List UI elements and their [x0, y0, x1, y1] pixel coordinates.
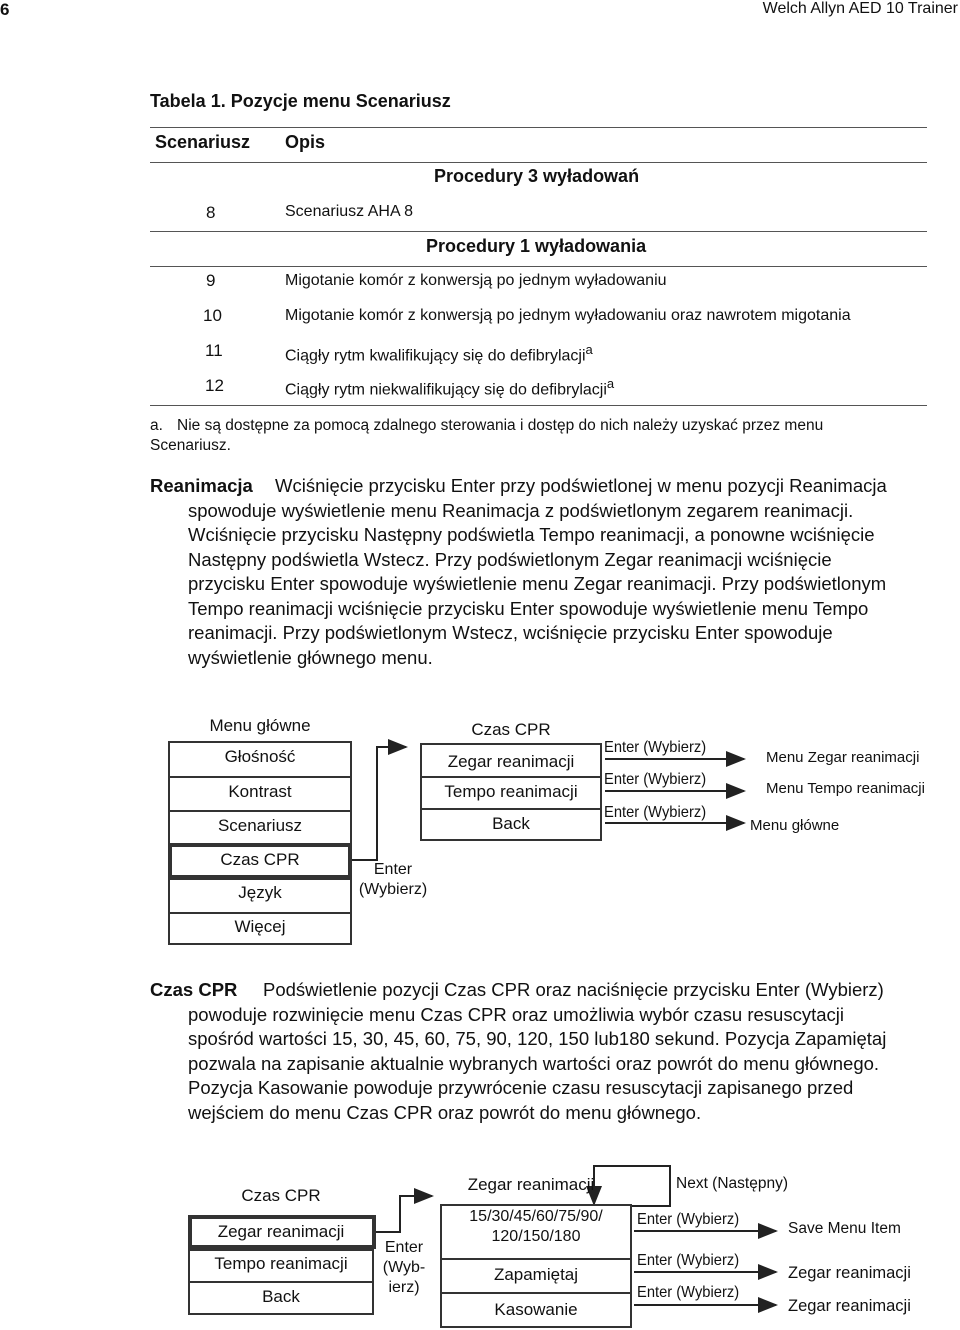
- running-title: Welch Allyn AED 10 Trainer: [762, 0, 958, 17]
- enter-label-select-part2: ierz): [388, 1279, 420, 1296]
- paragraph-line: pozwala na zapisanie aktualnie wybranych wartości oraz powrót do menu głównego.: [188, 1052, 880, 1074]
- row-10-number: 10: [203, 306, 222, 325]
- paragraph-line: wyświetlenie głównego menu.: [188, 646, 433, 668]
- timer-values-line2[interactable]: 120/150/180: [491, 1228, 581, 1245]
- timer-item-cancel[interactable]: Kasowanie: [494, 1300, 578, 1319]
- cpr-menu-item-timer[interactable]: Zegar reanimacji: [447, 752, 575, 771]
- cpr-menu-item-back[interactable]: Back: [492, 814, 530, 833]
- main-menu-item-contrast[interactable]: Kontrast: [228, 782, 292, 801]
- arrow-label: Enter (Wybierz): [604, 739, 707, 756]
- enter-label: Enter: [384, 1239, 424, 1256]
- main-menu-item-cpr-time[interactable]: Czas CPR: [220, 850, 300, 869]
- row-11-number: 11: [205, 341, 223, 360]
- footnote-marker: a: [585, 342, 593, 357]
- row-11-description: Ciągły rytm kwalifikujący się do defibrylacji$^a$: [285, 342, 593, 365]
- main-menu-item-more[interactable]: Więcej: [234, 917, 286, 936]
- next-label: Next (Następny): [676, 1175, 788, 1192]
- main-menu-item-volume[interactable]: Głośność: [224, 747, 296, 766]
- enter-label-select-part1: (Wyb-: [382, 1259, 426, 1276]
- arrow-label: Enter (Wybierz): [604, 804, 707, 821]
- paragraph-line: przycisku Enter spowoduje wyświetlenie menu Zegar reanimacji. Przy podświetlonym: [188, 573, 887, 594]
- target-timer-menu: Menu Zegar reanimacji: [766, 749, 920, 766]
- footnote-label: a.: [150, 417, 163, 434]
- row-9-number: 9: [206, 271, 216, 290]
- czas-cpr-term: Czas CPR: [150, 979, 238, 1000]
- arrow-label: Enter (Wybierz): [637, 1284, 740, 1301]
- target-timer: Zegar reanimacji: [788, 1264, 911, 1282]
- enter-label: Enter: [373, 861, 413, 878]
- timer-values-line1[interactable]: 15/30/45/60/75/90/: [469, 1208, 603, 1225]
- footnote-marker: a: [606, 376, 615, 391]
- footnote-text-continued: Scenariusz.: [150, 437, 231, 454]
- row-8-number: 8: [206, 203, 216, 222]
- column-header-description: Opis: [285, 132, 326, 152]
- cpr-time-menu-title: Czas CPR: [241, 1186, 321, 1205]
- footnote-text: Nie są dostępne za pomocą zdalnego sterowania i dostęp do nich należy uzyskać przez menu: [177, 417, 824, 434]
- target-save-menu-item: Save Menu Item: [788, 1220, 901, 1237]
- group-header-3-shocks: Procedury 3 wyładowań: [434, 166, 640, 186]
- main-menu-title: Menu główne: [209, 716, 311, 735]
- paragraph-line: Tempo reanimacji wciśnięcie przycisku Enter spowoduje wyświetlenie menu Tempo: [188, 597, 869, 619]
- row-10-description: Migotanie komór z konwersją po jednym wyładowaniu oraz nawrotem migotania: [285, 307, 851, 324]
- target-timer: Zegar reanimacji: [788, 1297, 911, 1315]
- main-menu-item-language[interactable]: Język: [238, 883, 282, 902]
- paragraph-line: Następny podświetla Wstecz. Przy podświetlonym Zegar reanimacji wciśnięcie: [188, 548, 832, 570]
- row-8-description: Scenariusz AHA 8: [285, 203, 414, 220]
- main-menu-item-scenario[interactable]: Scenariusz: [217, 816, 303, 835]
- row-12-description: Ciągły rytm niekwalifikujący się do defibrylacji$^a$: [285, 376, 615, 399]
- paragraph-line: spowoduje wyświetlenie menu Reanimacja z podświetlonym zegarem reanimacji.: [188, 499, 854, 521]
- paragraph-line: spośród wartości 15, 30, 45, 60, 75, 90, 120, 150 lub180 sekund. Pozycja Zapamiętaj: [188, 1028, 887, 1049]
- group-header-1-shock: Procedury 1 wyładowania: [426, 236, 647, 256]
- target-main-menu: Menu główne: [750, 817, 840, 834]
- paragraph-line: powoduje rozwinięcie menu Czas CPR oraz umożliwia wybór czasu resuscytacji: [188, 1003, 844, 1025]
- enter-label-select: (Wybierz): [358, 881, 428, 898]
- cpr-time-item-timer[interactable]: Zegar reanimacji: [217, 1222, 345, 1241]
- paragraph-line: Podświetlenie pozycji Czas CPR oraz naciśnięcie przycisku Enter (Wybierz): [263, 979, 884, 1000]
- paragraph-line: Wciśnięcie przycisku Następny podświetla Tempo reanimacji, a ponowne wciśnięcie: [188, 524, 875, 545]
- target-rate-menu: Menu Tempo reanimacji: [766, 780, 925, 797]
- timer-item-save[interactable]: Zapamiętaj: [493, 1265, 579, 1284]
- paragraph-line: reanimacji. Przy podświetlonym Wstecz, wciśnięcie przycisku Enter spowoduje: [188, 622, 833, 643]
- cpr-menu-title: Czas CPR: [471, 720, 551, 739]
- row-9-description: Migotanie komór z konwersją po jednym wyładowaniu: [285, 272, 667, 289]
- paragraph-line: Wciśnięcie przycisku Enter przy podświetlonej w menu pozycji Reanimacja: [275, 475, 887, 496]
- arrow-label: Enter (Wybierz): [604, 771, 707, 788]
- cpr-time-item-rate[interactable]: Tempo reanimacji: [214, 1254, 348, 1273]
- cpr-time-item-back[interactable]: Back: [262, 1287, 300, 1306]
- paragraph-line: wejściem do menu Czas CPR oraz powrót do menu głównego.: [188, 1101, 702, 1123]
- timer-menu-title: Zegar reanimacji: [467, 1175, 595, 1194]
- arrow-label: Enter (Wybierz): [637, 1211, 740, 1228]
- page-number: 6: [0, 0, 10, 19]
- reanimacja-term: Reanimacja: [150, 475, 253, 496]
- table-caption: Tabela 1. Pozycje menu Scenariusz: [150, 91, 451, 111]
- column-header-scenario: Scenariusz: [155, 132, 251, 152]
- czas-cpr-paragraph: [0, 978, 960, 1128]
- cpr-menu-item-rate[interactable]: Tempo reanimacji: [444, 782, 578, 801]
- paragraph-line: Pozycja Kasowanie powoduje przywrócenie czasu resuscytacji zapisanego przed: [188, 1077, 854, 1098]
- arrow-label: Enter (Wybierz): [637, 1252, 740, 1269]
- row-12-number: 12: [205, 376, 224, 395]
